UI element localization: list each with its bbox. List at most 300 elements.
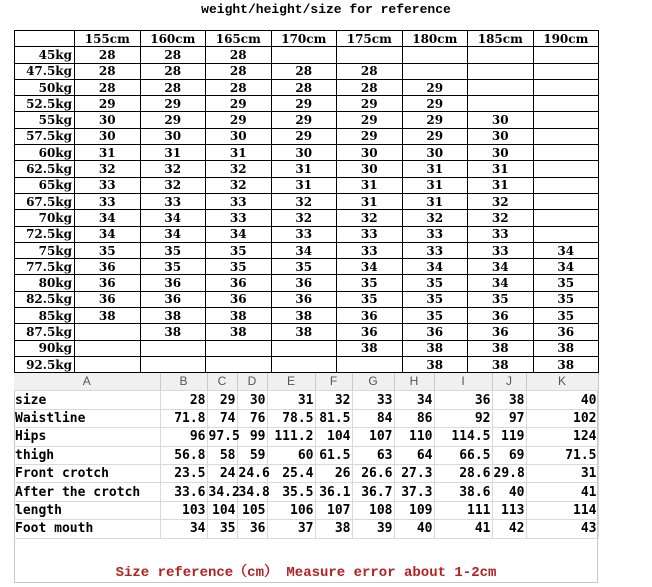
weight-label: 47.5kg (15, 63, 75, 79)
size-cell: 38 (533, 356, 599, 372)
size-cell: 35 (468, 291, 534, 307)
sheet-column-header: D (237, 373, 267, 391)
measurement-value: 40 (492, 483, 526, 501)
weight-label: 50kg (15, 79, 75, 95)
size-cell: 28 (337, 63, 403, 79)
measurement-value: 63 (352, 446, 394, 464)
weight-label: 82.5kg (15, 291, 75, 307)
weight-label: 90kg (15, 340, 75, 356)
size-cell (75, 324, 141, 340)
measurement-value: 34.8 (238, 484, 270, 500)
height-header: 155cm (75, 31, 141, 47)
measurement-value: 33 (352, 391, 394, 409)
measurement-value: 36 (237, 520, 267, 538)
measurement-value: 36 (434, 391, 492, 409)
size-cell: 34 (140, 210, 206, 226)
height-header: 160cm (140, 31, 206, 47)
measurement-value: 36.1 (315, 483, 352, 501)
size-cell: 34 (468, 259, 534, 275)
size-cell (206, 356, 272, 372)
size-cell: 33 (75, 177, 141, 193)
measurement-value: 104 (315, 428, 352, 446)
weight-label: 80kg (15, 275, 75, 291)
size-cell: 38 (206, 324, 272, 340)
size-cell: 36 (75, 259, 141, 275)
size-cell: 35 (402, 291, 468, 307)
size-cell (271, 47, 337, 63)
size-cell: 36 (271, 275, 337, 291)
size-cell: 34 (271, 242, 337, 258)
size-cell (206, 340, 272, 356)
measurement-label: Foot mouth (14, 520, 160, 538)
weight-row (15, 356, 599, 372)
weight-row (15, 177, 599, 193)
measurement-value: 104 (207, 501, 237, 519)
size-reference-note: Size reference（cm） Measure error about 1-2cm (115, 565, 497, 581)
measurement-value: 71.5 (526, 446, 598, 464)
measurement-value: 24.6 (238, 466, 270, 482)
size-cell: 28 (206, 63, 272, 79)
size-cell: 33 (271, 226, 337, 242)
size-cell: 28 (337, 79, 403, 95)
weight-label: 75kg (15, 242, 75, 258)
size-cell (468, 79, 534, 95)
size-cell (271, 340, 337, 356)
size-cell: 31 (468, 161, 534, 177)
size-cell: 32 (206, 177, 272, 193)
height-header-row (15, 31, 599, 47)
size-cell (533, 226, 599, 242)
size-cell: 36 (468, 324, 534, 340)
measurement-value: 38.6 (434, 483, 492, 501)
measurement-value: 40 (394, 520, 434, 538)
measurement-label: After the crotch (14, 483, 160, 501)
size-cell: 30 (140, 128, 206, 144)
height-header: 190cm (533, 31, 599, 47)
size-cell: 29 (337, 112, 403, 128)
size-cell: 35 (75, 242, 141, 258)
size-cell: 32 (468, 210, 534, 226)
measurement-row (14, 501, 598, 519)
measurement-value: 37.3 (394, 483, 434, 501)
size-cell: 31 (206, 145, 272, 161)
size-cell: 36 (337, 324, 403, 340)
height-header: 170cm (271, 31, 337, 47)
measurement-value: 38 (492, 391, 526, 409)
size-cell (75, 356, 141, 372)
weight-height-table (14, 30, 599, 373)
size-cell: 34 (140, 226, 206, 242)
size-cell: 35 (402, 308, 468, 324)
measurement-value: 106 (267, 501, 315, 519)
size-cell: 38 (533, 340, 599, 356)
weight-row (15, 96, 599, 112)
size-cell: 28 (206, 47, 272, 63)
size-cell: 35 (402, 275, 468, 291)
size-cell: 34 (533, 242, 599, 258)
measurement-value: 34 (160, 520, 207, 538)
size-cell: 33 (468, 242, 534, 258)
weight-label: 77.5kg (15, 259, 75, 275)
measurement-row (14, 391, 598, 409)
measurement-value: 103 (160, 501, 207, 519)
sheet-column-header: I (434, 373, 492, 391)
size-cell: 32 (402, 210, 468, 226)
weight-row (15, 63, 599, 79)
measurement-value: 30 (237, 391, 267, 409)
size-cell (140, 356, 206, 372)
size-cell: 30 (337, 161, 403, 177)
weight-row (15, 275, 599, 291)
size-cell: 30 (206, 128, 272, 144)
size-cell: 36 (140, 291, 206, 307)
weight-row (15, 308, 599, 324)
size-cell: 31 (140, 145, 206, 161)
measurement-value: 36.7 (352, 483, 394, 501)
size-cell: 36 (140, 275, 206, 291)
measurement-row (14, 409, 598, 427)
measurement-value: 34.2 (208, 484, 240, 500)
size-cell: 28 (75, 63, 141, 79)
measurement-value: 102 (526, 409, 598, 427)
size-cell: 30 (271, 145, 337, 161)
measurement-value: 31 (267, 391, 315, 409)
size-cell (533, 145, 599, 161)
size-cell: 28 (140, 79, 206, 95)
measurement-value: 27.3 (394, 464, 434, 482)
size-cell: 38 (468, 340, 534, 356)
size-cell: 33 (337, 226, 403, 242)
size-cell (337, 47, 403, 63)
measurement-value: 76 (237, 409, 267, 427)
size-cell (75, 340, 141, 356)
size-cell: 28 (206, 79, 272, 95)
sheet-column-header: J (492, 373, 526, 391)
measurement-value: 26.6 (352, 464, 394, 482)
size-cell (533, 79, 599, 95)
measurement-value: 35 (207, 520, 237, 538)
weight-row (15, 79, 599, 95)
measurement-value: 84 (352, 409, 394, 427)
measurement-value: 86 (394, 409, 434, 427)
measurement-label: Front crotch (14, 464, 160, 482)
size-cell: 29 (271, 128, 337, 144)
size-cell: 38 (402, 356, 468, 372)
size-cell (533, 47, 599, 63)
height-header: 175cm (337, 31, 403, 47)
size-cell: 30 (468, 128, 534, 144)
weight-label: 55kg (15, 112, 75, 128)
size-cell: 35 (533, 308, 599, 324)
weight-label: 92.5kg (15, 356, 75, 372)
size-cell: 36 (337, 308, 403, 324)
size-cell: 36 (533, 324, 599, 340)
measurement-value: 69 (492, 446, 526, 464)
weight-row (15, 242, 599, 258)
measurement-value: 96 (160, 428, 207, 446)
size-cell (533, 210, 599, 226)
measurement-value: 35.5 (267, 483, 315, 501)
size-cell: 31 (402, 161, 468, 177)
size-cell (140, 340, 206, 356)
weight-row (15, 210, 599, 226)
size-cell: 36 (206, 291, 272, 307)
size-cell: 32 (468, 193, 534, 209)
size-cell: 31 (402, 193, 468, 209)
measurement-value: 113 (492, 501, 526, 519)
size-cell: 31 (337, 193, 403, 209)
size-cell: 35 (140, 242, 206, 258)
measurement-value: 28.6 (434, 464, 492, 482)
size-cell: 35 (533, 291, 599, 307)
height-header: 180cm (402, 31, 468, 47)
size-cell: 36 (75, 275, 141, 291)
size-cell: 35 (206, 259, 272, 275)
measurement-row (14, 464, 598, 482)
measurement-value: 111.2 (267, 428, 315, 446)
sheet-column-header: F (315, 373, 352, 391)
measurement-value: 92 (434, 409, 492, 427)
chart-title: weight/height/size for reference (201, 2, 451, 17)
size-cell: 38 (140, 308, 206, 324)
height-header: 165cm (206, 31, 272, 47)
size-cell: 29 (271, 96, 337, 112)
measurement-value: 32 (315, 391, 352, 409)
size-cell: 38 (271, 308, 337, 324)
size-cell: 29 (337, 96, 403, 112)
measurement-value: 38 (315, 520, 352, 538)
size-cell: 32 (140, 161, 206, 177)
size-cell: 34 (402, 259, 468, 275)
size-cell (468, 47, 534, 63)
size-cell: 33 (402, 226, 468, 242)
measurement-value: 29 (207, 391, 237, 409)
size-cell: 32 (271, 193, 337, 209)
measurement-value: 124 (526, 428, 598, 446)
size-cell: 35 (533, 275, 599, 291)
size-cell: 30 (337, 145, 403, 161)
size-cell: 38 (75, 308, 141, 324)
size-cell: 33 (468, 226, 534, 242)
size-cell: 29 (206, 96, 272, 112)
size-cell (271, 356, 337, 372)
weight-label: 57.5kg (15, 128, 75, 144)
measurement-value: 33.6 (160, 483, 207, 501)
size-cell: 28 (271, 63, 337, 79)
size-cell: 29 (271, 112, 337, 128)
size-cell: 31 (337, 177, 403, 193)
size-cell (533, 193, 599, 209)
size-cell (533, 128, 599, 144)
measurement-value: 78.5 (267, 409, 315, 427)
size-cell: 36 (75, 291, 141, 307)
measurement-label: size (14, 391, 160, 409)
size-cell: 38 (140, 324, 206, 340)
size-cell (402, 63, 468, 79)
size-measurement-sheet (14, 373, 599, 539)
corner-cell (15, 31, 75, 47)
size-cell: 32 (271, 210, 337, 226)
size-cell: 34 (75, 226, 141, 242)
size-cell: 38 (402, 340, 468, 356)
measurement-value: 29.8 (493, 466, 525, 482)
measurement-value: 39 (352, 520, 394, 538)
size-cell: 34 (533, 259, 599, 275)
size-cell: 28 (75, 47, 141, 63)
measurement-row (14, 520, 598, 538)
size-cell (533, 177, 599, 193)
measurement-value: 43 (526, 520, 598, 538)
measurement-value: 41 (526, 483, 598, 501)
weight-label: 62.5kg (15, 161, 75, 177)
measurement-value: 107 (352, 428, 394, 446)
weight-row (15, 47, 599, 63)
sheet-column-header: G (352, 373, 394, 391)
measurement-value: 26 (315, 464, 352, 482)
weight-row (15, 161, 599, 177)
measurement-value: 58 (207, 446, 237, 464)
size-cell: 35 (337, 275, 403, 291)
size-cell: 28 (75, 79, 141, 95)
size-cell: 30 (468, 112, 534, 128)
weight-row (15, 324, 599, 340)
size-cell: 29 (206, 112, 272, 128)
size-cell: 29 (140, 112, 206, 128)
size-cell (402, 47, 468, 63)
measurement-value: 42 (492, 520, 526, 538)
measurement-value: 110 (394, 428, 434, 446)
size-cell: 30 (402, 145, 468, 161)
size-cell: 32 (337, 210, 403, 226)
size-cell: 29 (402, 79, 468, 95)
size-cell: 31 (402, 177, 468, 193)
measurement-value: 59 (237, 446, 267, 464)
size-cell: 33 (337, 242, 403, 258)
size-cell: 33 (140, 193, 206, 209)
size-cell: 30 (468, 145, 534, 161)
weight-label: 60kg (15, 145, 75, 161)
weight-row (15, 291, 599, 307)
height-header: 185cm (468, 31, 534, 47)
weight-label: 67.5kg (15, 193, 75, 209)
measurement-value: 97.5 (208, 429, 240, 445)
measurement-value: 114.5 (434, 428, 492, 446)
size-cell (533, 112, 599, 128)
size-cell: 35 (140, 259, 206, 275)
weight-row (15, 226, 599, 242)
size-cell: 35 (206, 242, 272, 258)
size-cell: 32 (140, 177, 206, 193)
size-cell: 36 (271, 291, 337, 307)
weight-label: 85kg (15, 308, 75, 324)
measurement-value: 25.4 (267, 464, 315, 482)
sheet-column-header: B (160, 373, 207, 391)
measurement-value: 60 (267, 446, 315, 464)
size-cell: 31 (468, 177, 534, 193)
measurement-value: 37 (267, 520, 315, 538)
measurement-value: 107 (315, 501, 352, 519)
size-cell (468, 96, 534, 112)
measurement-value: 109 (394, 501, 434, 519)
size-cell: 28 (140, 47, 206, 63)
measurement-value: 23.5 (160, 464, 207, 482)
measurement-value: 61.5 (315, 446, 352, 464)
measurement-value: 56.8 (160, 446, 207, 464)
size-cell: 31 (271, 177, 337, 193)
size-cell: 29 (140, 96, 206, 112)
weight-label: 87.5kg (15, 324, 75, 340)
weight-label: 65kg (15, 177, 75, 193)
sheet-column-header-row (14, 373, 598, 391)
size-cell: 34 (75, 210, 141, 226)
measurement-value: 97 (492, 409, 526, 427)
measurement-value: 74 (207, 409, 237, 427)
measurement-value: 31 (526, 464, 598, 482)
size-cell: 29 (402, 96, 468, 112)
measurement-label: Waistline (14, 409, 160, 427)
size-cell: 34 (337, 259, 403, 275)
weight-row (15, 340, 599, 356)
sheet-column-header: A (14, 373, 160, 391)
size-cell: 36 (402, 324, 468, 340)
weight-row (15, 259, 599, 275)
measurement-value: 81.5 (315, 409, 352, 427)
size-cell: 38 (468, 356, 534, 372)
measurement-value: 34 (394, 391, 434, 409)
measurement-row (14, 446, 598, 464)
measurement-label: Hips (14, 428, 160, 446)
measurement-value: 41 (434, 520, 492, 538)
size-cell: 34 (468, 275, 534, 291)
sheet-column-header: K (526, 373, 598, 391)
size-cell: 32 (75, 161, 141, 177)
size-cell: 36 (468, 308, 534, 324)
measurement-value: 28 (160, 391, 207, 409)
size-cell: 38 (206, 308, 272, 324)
size-cell: 29 (402, 128, 468, 144)
size-cell: 38 (337, 340, 403, 356)
size-cell: 33 (75, 193, 141, 209)
measurement-value: 105 (237, 501, 267, 519)
weight-row (15, 145, 599, 161)
measurement-value: 108 (352, 501, 394, 519)
size-cell: 30 (75, 112, 141, 128)
size-cell (468, 63, 534, 79)
measurement-value: 119 (492, 428, 526, 446)
measurement-label: thigh (14, 446, 160, 464)
size-cell (533, 96, 599, 112)
size-cell: 35 (337, 291, 403, 307)
size-cell: 33 (206, 210, 272, 226)
weight-row (15, 128, 599, 144)
size-cell: 38 (271, 324, 337, 340)
weight-label: 52.5kg (15, 96, 75, 112)
sheet-column-header: C (207, 373, 237, 391)
size-cell: 33 (206, 193, 272, 209)
size-cell: 35 (271, 259, 337, 275)
measurement-row (14, 428, 598, 446)
measurement-value: 64 (394, 446, 434, 464)
size-cell (337, 356, 403, 372)
size-cell: 32 (206, 161, 272, 177)
weight-label: 45kg (15, 47, 75, 63)
measurement-row (14, 483, 598, 501)
measurement-value: 24 (207, 464, 237, 482)
size-cell: 29 (75, 96, 141, 112)
measurement-value: 71.8 (160, 409, 207, 427)
measurement-value: 114 (526, 501, 598, 519)
measurement-value: 66.5 (434, 446, 492, 464)
